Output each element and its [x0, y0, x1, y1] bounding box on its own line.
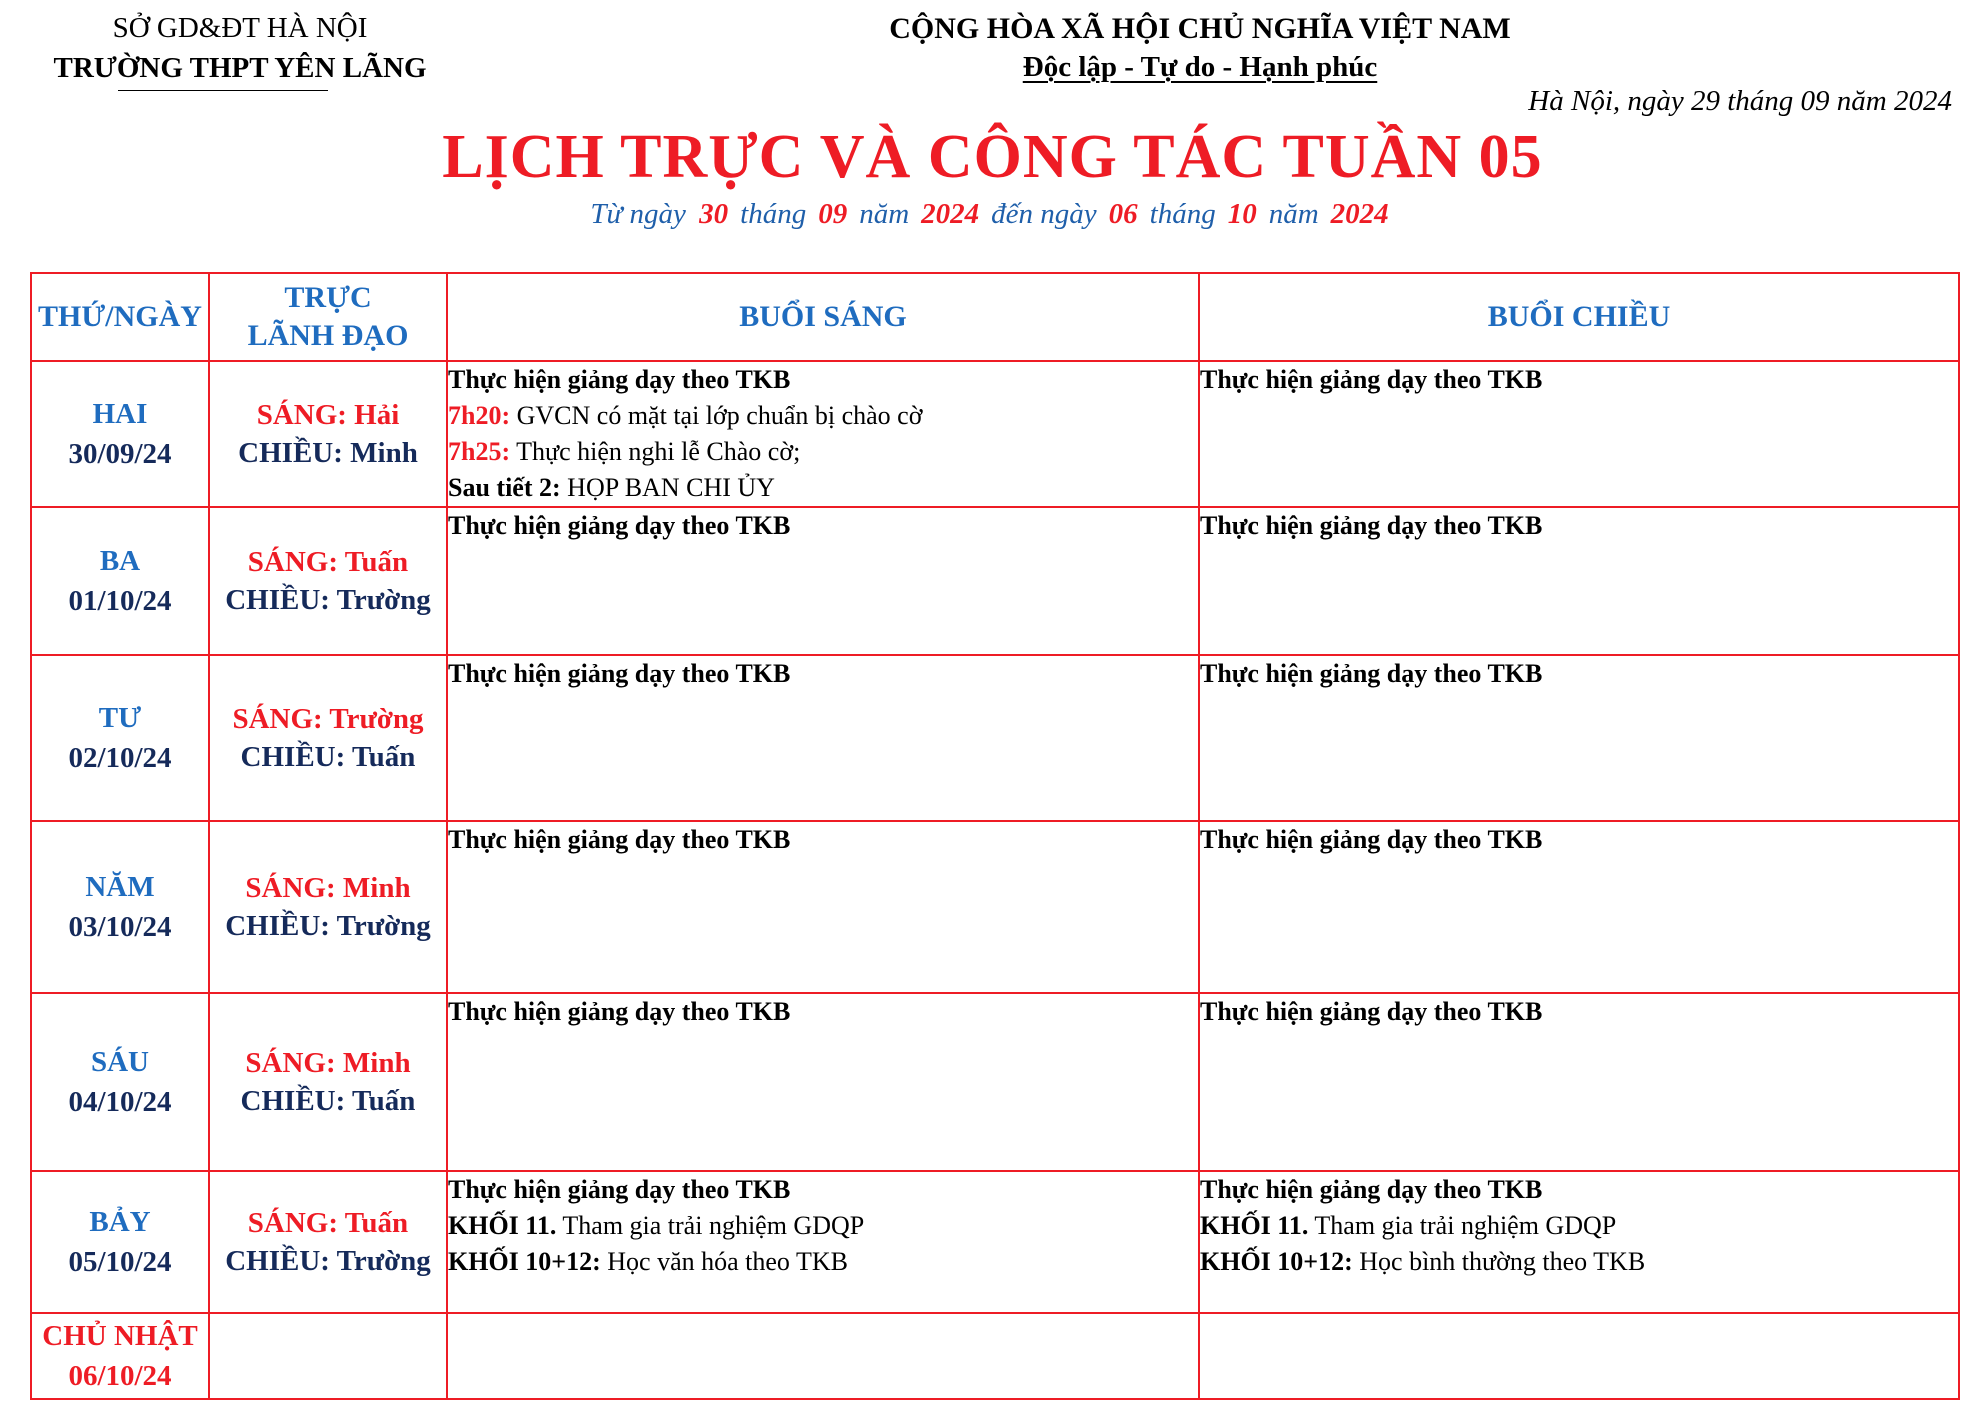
- activity-key: KHỐI 10+12:: [448, 1247, 601, 1276]
- morning-cell: [447, 507, 1199, 655]
- table-row: [31, 1313, 1959, 1399]
- day-cell: [31, 821, 209, 993]
- range-to-year: 2024: [1330, 198, 1389, 230]
- activity-line: [1200, 1208, 1958, 1244]
- activity-text: HỌP BAN CHI ỦY: [567, 473, 775, 502]
- afternoon-cell: [1199, 507, 1959, 655]
- activity-key: KHỐI 11.: [448, 1211, 557, 1240]
- activity-key: KHỐI 11.: [1200, 1211, 1309, 1240]
- activity-key: Thực hiện giảng dạy theo TKB: [1200, 511, 1543, 540]
- range-year-label: năm: [859, 198, 910, 230]
- activity-key: Thực hiện giảng dạy theo TKB: [1200, 659, 1543, 688]
- page-title: LỊCH TRỰC VÀ CÔNG TÁC TUẦN 05: [442, 123, 1543, 191]
- lead-afternoon: CHIỀU: Minh: [238, 437, 418, 469]
- day-name: BA: [99, 545, 141, 577]
- motto-text: Độc lập - Tự do - Hạnh phúc: [1022, 51, 1378, 83]
- activity-line: [1200, 822, 1958, 858]
- lead-afternoon: CHIỀU: Trường: [225, 1245, 431, 1277]
- afternoon-cell: [1199, 1313, 1959, 1399]
- school-name: TRƯỜNG THPT YÊN LÃNG: [53, 52, 427, 84]
- activity-key: Thực hiện giảng dạy theo TKB: [448, 997, 791, 1026]
- activity-line: [448, 1172, 1198, 1208]
- day-cell: [31, 507, 209, 655]
- activity-line: [1200, 362, 1958, 398]
- activity-text: Học bình thường theo TKB: [1359, 1247, 1646, 1276]
- activity-line: [1200, 1172, 1958, 1208]
- lead-cell: [209, 361, 447, 507]
- table-row: [31, 361, 1959, 507]
- date-range: [0, 198, 1985, 231]
- day-date: 05/10/24: [68, 1246, 172, 1278]
- range-to-day: 06: [1108, 198, 1138, 230]
- day-date: 04/10/24: [68, 1086, 172, 1118]
- activity-key: Thực hiện giảng dạy theo TKB: [448, 825, 791, 854]
- afternoon-cell: [1199, 1171, 1959, 1313]
- activity-key: Thực hiện giảng dạy theo TKB: [1200, 365, 1543, 394]
- day-date: 02/10/24: [68, 742, 172, 774]
- lead-afternoon: CHIỀU: Trường: [225, 910, 431, 942]
- activity-text: GVCN có mặt tại lớp chuẩn bị chào cờ: [516, 401, 923, 430]
- day-name: TƯ: [98, 702, 142, 734]
- activity-text: Thực hiện nghi lễ Chào cờ;: [516, 437, 801, 466]
- col-header-lead-line1: TRỰC: [284, 281, 372, 314]
- activity-key: Thực hiện giảng dạy theo TKB: [448, 365, 791, 394]
- morning-cell: [447, 655, 1199, 821]
- activity-key: Thực hiện giảng dạy theo TKB: [448, 1175, 791, 1204]
- lead-morning: SÁNG: Hải: [256, 399, 400, 431]
- day-cell: [31, 1313, 209, 1399]
- day-date: 06/10/24: [68, 1360, 172, 1392]
- afternoon-cell: [1199, 361, 1959, 507]
- activity-key: Thực hiện giảng dạy theo TKB: [448, 659, 791, 688]
- activity-line: [448, 398, 1198, 434]
- range-year-label-2: năm: [1268, 198, 1319, 230]
- activity-line: [448, 1244, 1198, 1280]
- activity-line: [448, 508, 1198, 544]
- activity-line: [1200, 656, 1958, 692]
- afternoon-cell: [1199, 993, 1959, 1171]
- activity-key: Thực hiện giảng dạy theo TKB: [1200, 825, 1543, 854]
- lead-cell: [209, 655, 447, 821]
- activity-key: 7h20:: [448, 401, 511, 430]
- morning-cell: [447, 993, 1199, 1171]
- col-header-lead-line2: LÃNH ĐẠO: [247, 319, 409, 352]
- col-header-day: THỨ/NGÀY: [31, 273, 209, 361]
- activity-line: [1200, 1244, 1958, 1280]
- range-month-label: tháng: [740, 198, 807, 230]
- lead-morning: SÁNG: Minh: [245, 1047, 411, 1079]
- table-row: [31, 993, 1959, 1171]
- col-header-afternoon: BUỔI CHIỀU: [1199, 273, 1959, 361]
- activity-text: Học văn hóa theo TKB: [607, 1247, 848, 1276]
- table-row: [31, 655, 1959, 821]
- lead-cell: [209, 1171, 447, 1313]
- lead-cell: [209, 821, 447, 993]
- morning-cell: [447, 821, 1199, 993]
- activity-line: [1200, 994, 1958, 1030]
- lead-morning: SÁNG: Tuấn: [247, 546, 409, 578]
- day-name: SÁU: [90, 1046, 149, 1078]
- activity-key: Thực hiện giảng dạy theo TKB: [448, 511, 791, 540]
- day-date: 30/09/24: [68, 438, 172, 470]
- range-month-label-2: tháng: [1149, 198, 1216, 230]
- lead-cell: [209, 507, 447, 655]
- lead-afternoon: CHIỀU: Tuấn: [240, 1085, 416, 1117]
- activity-text: Tham gia trải nghiệm GDQP: [1314, 1211, 1617, 1240]
- activity-line: [448, 362, 1198, 398]
- activity-key: Thực hiện giảng dạy theo TKB: [1200, 997, 1543, 1026]
- lead-morning: SÁNG: Tuấn: [247, 1207, 409, 1239]
- range-from-month: 09: [818, 198, 848, 230]
- lead-morning: SÁNG: Minh: [245, 872, 411, 904]
- activity-line: [1200, 508, 1958, 544]
- activity-line: [448, 1208, 1198, 1244]
- morning-cell: [447, 1171, 1199, 1313]
- afternoon-cell: [1199, 821, 1959, 993]
- schedule-table: [30, 272, 1960, 1400]
- nation-title: CỘNG HÒA XÃ HỘI CHỦ NGHĨA VIỆT NAM: [889, 12, 1511, 45]
- range-from-year: 2024: [921, 198, 980, 230]
- table-header-row: [31, 273, 1959, 361]
- lead-cell: [209, 993, 447, 1171]
- day-name: NĂM: [85, 871, 155, 903]
- activity-line: [448, 822, 1198, 858]
- day-name: CHỦ NHẬT: [42, 1320, 198, 1352]
- range-from-label: Từ ngày: [590, 198, 686, 230]
- day-name: HAI: [92, 398, 148, 430]
- national-motto: [800, 51, 1600, 84]
- activity-key: 7h25:: [448, 437, 511, 466]
- lead-morning: SÁNG: Trường: [232, 703, 424, 735]
- document-date: Hà Nội, ngày 29 tháng 09 năm 2024: [1528, 85, 1952, 117]
- table-row: [31, 821, 1959, 993]
- activity-key: KHỐI 10+12:: [1200, 1247, 1353, 1276]
- activity-line: [448, 656, 1198, 692]
- morning-cell: [447, 361, 1199, 507]
- divider: [118, 90, 328, 91]
- activity-line: [448, 434, 1198, 470]
- day-name: BẢY: [89, 1206, 151, 1238]
- table-row: [31, 1171, 1959, 1313]
- lead-afternoon: CHIỀU: Trường: [225, 584, 431, 616]
- table-row: [31, 507, 1959, 655]
- day-cell: [31, 655, 209, 821]
- department-name: SỞ GD&ĐT HÀ NỘI: [112, 12, 368, 44]
- afternoon-cell: [1199, 655, 1959, 821]
- col-header-lead: [209, 273, 447, 361]
- lead-afternoon: CHIỀU: Tuấn: [240, 741, 416, 773]
- day-date: 01/10/24: [68, 585, 172, 617]
- day-date: 03/10/24: [68, 911, 172, 943]
- range-to-month: 10: [1227, 198, 1257, 230]
- activity-line: [448, 470, 1198, 506]
- morning-cell: [447, 1313, 1199, 1399]
- day-cell: [31, 993, 209, 1171]
- activity-key: Sau tiết 2:: [448, 473, 561, 502]
- day-cell: [31, 361, 209, 507]
- day-cell: [31, 1171, 209, 1313]
- activity-text: Tham gia trải nghiệm GDQP: [562, 1211, 865, 1240]
- lead-cell: [209, 1313, 447, 1399]
- range-from-day: 30: [699, 198, 729, 230]
- activity-line: [448, 994, 1198, 1030]
- col-header-morning: BUỔI SÁNG: [447, 273, 1199, 361]
- range-to-label: đến ngày: [991, 198, 1097, 230]
- activity-key: Thực hiện giảng dạy theo TKB: [1200, 1175, 1543, 1204]
